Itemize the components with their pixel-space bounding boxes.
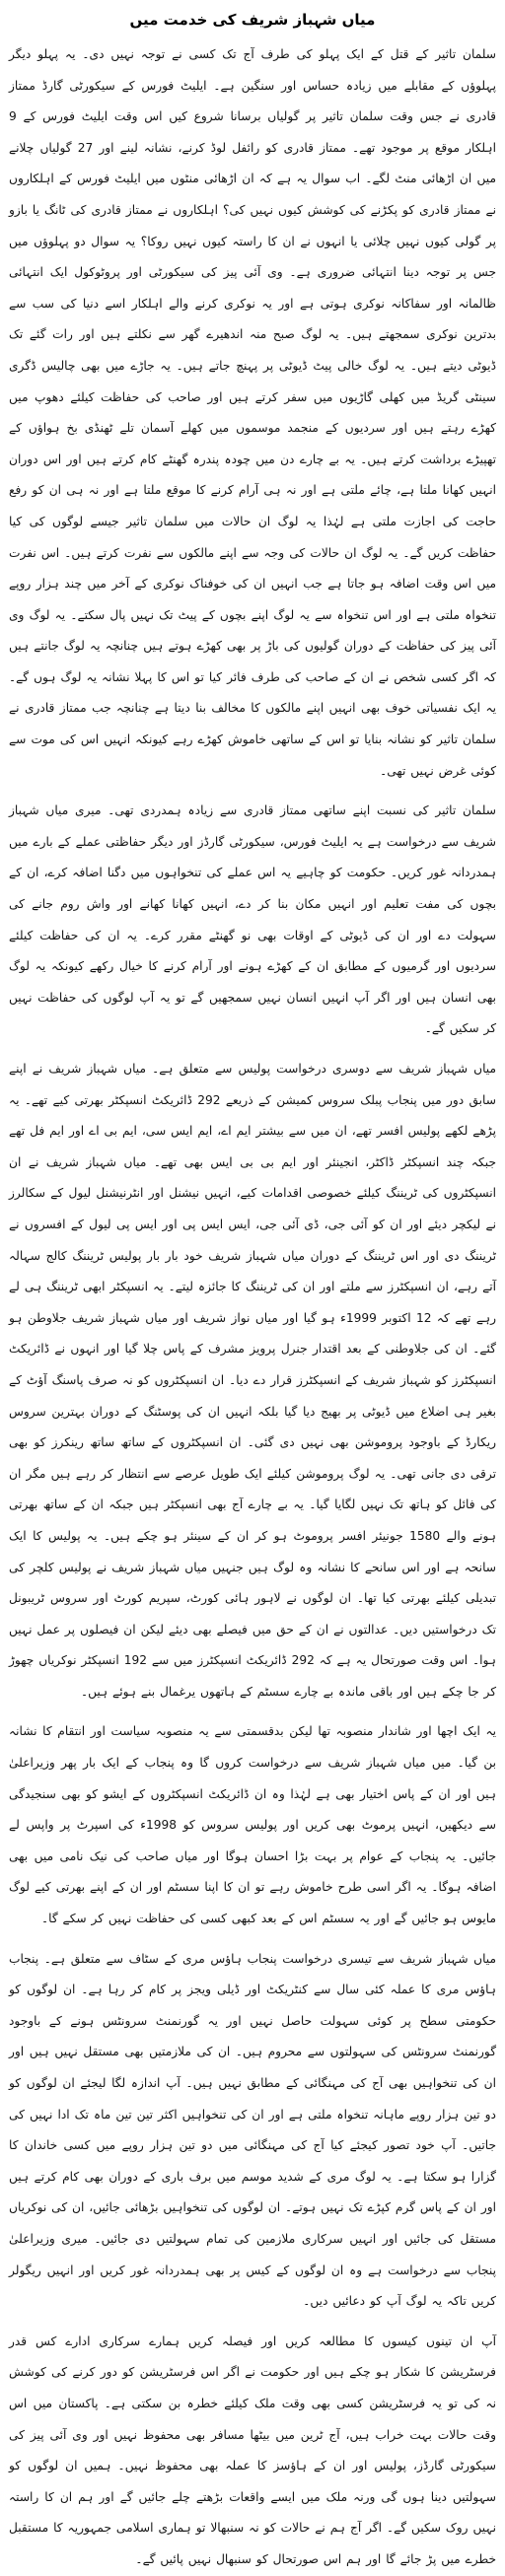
paragraph-4: یہ ایک اچھا اور شاندار منصوبہ تھا لیکن بدقسمتی سے یہ منصوبہ سیاست اور انتقام کا نشانہ بن گیا۔ میں میاں شہباز شریف سے درخواست کروں گا وہ پنجاب کے ایک بار پھر وزیراعلیٰ ہیں اور ان کے پاس اختیار بھی ہے لہٰذا وہ ان ڈائریکٹ انسپکٹروں کے ایشو کو بھی سنجیدگی سے دیکھیں، انہیں پرموٹ بھی کریں اور پولیس سروس کو 1998ء کی اسپرٹ پر واپس لے جائیں۔ یہ پنجاب کے عوام پر بہت بڑا احسان ہوگا اور میاں صاحب کی نیک نامی میں بھی اضافہ ہوگا۔ یہ اگر اسی طرح خاموش رہے تو ان کا اپنا سسٹم اور ان کے اپنے بھرتی کیے لوگ مایوس ہو جائیں گے اور یہ سسٹم اس کے بعد کبھی کسی کی حفاظت نہیں کر سکے گا۔ [9,1724,496,1926]
paragraph-2: سلمان تاثیر کی نسبت اپنے ساتھی ممتاز قادری سے زیادہ ہمدردی تھی۔ میری میاں شہباز شریف سے درخواست ہے یہ ایلیٹ فورس، سیکورٹی گارڈز اور دیگر حفاظتی عملے کے بارے میں ہمدردانہ غور کریں۔ حکومت کو چاہیے یہ اس عملے کی تنخواہوں میں دگنا اضافہ کرے، ان کے بچوں کی مفت تعلیم اور انہیں مکان بنا کر دے، انہیں کھانا کھانے اور واش روم جانے کی سہولت دے اور ان کی ڈیوٹی کے اوقات بھی نو گھنٹے مقرر کرے۔ یہ ان کی حفاظت کیلئے سردیوں اور گرمیوں کے مطابق ان کے کھڑے ہونے اور آرام کرنے کا خیال رکھے کیونکہ یہ لوگ بھی انسان ہیں اور اگر آپ انہیں انسان نہیں سمجھیں گے تو یہ آپ لوگوں کی حفاظت نہیں کر سکیں گے۔ [9,803,496,1036]
paragraph-3: میاں شہباز شریف سے دوسری درخواست پولیس سے متعلق ہے۔ میاں شہباز شریف نے اپنے سابق دور میں پنجاب پبلک سروس کمیشن کے ذریعے 292 ڈائریکٹ انسپکٹر بھرتی کیے تھے۔ یہ پڑھے لکھے پولیس افسر تھے، ان میں سے بیشتر ایم اے، ایم ایس سی، ایم بی اے اور ایم فل تھے جبکہ چند انسپکٹر ڈاکٹر، انجینئر اور ایم بی بی ایس بھی تھے۔ میاں شہباز شریف نے ان انسپکٹروں کی ٹریننگ کیلئے خصوصی اقدامات کیے، انہیں نیشنل اور انٹرنیشنل لیول کے سکالرز نے لیکچر دیئے اور ان کو آئی جی، ڈی آئی جی، ایس ایس پی اور ایس پی لیول کے افسروں نے ٹریننگ دی اور اس ٹریننگ کے دوران میاں شہباز شریف خود بار بار پولیس ٹریننگ کالج سہالہ آتے رہے، ان انسپکٹرز سے ملتے اور ان کی ٹریننگ کا جائزہ لیتے۔ یہ انسپکٹر ابھی ٹریننگ ہی لے رہے تھے کہ 12 اکتوبر 1999ء ہو گیا اور میاں نواز شریف اور میاں شہباز شریف جلاوطن ہو گئے۔ ان کی جلاوطنی کے بعد اقتدار جنرل پرویز مشرف کے پاس چلا گیا اور انہوں نے ڈائریکٹ انسپکٹرز کو شہباز شریف کے انسپکٹرز قرار دے دیا۔ ان انسپکٹروں کو نہ صرف پاسنگ آؤٹ کے بغیر ہی اضلاع میں ڈیوٹی پر بھیج دیا گیا بلکہ انہیں ان کی پوسٹنگ کے دوران بہترین سروس ریکارڈ کے باوجود پروموشن بھی نہیں دی گئی۔ ان انسپکٹروں کے ساتھ ساتھ رینکرز کو بھی ترقی دی جانی تھی۔ یہ لوگ پروموشن کیلئے ایک طویل عرصے سے انتظار کر رہے ہیں مگر ان کی فائل کو ہاتھ تک نہیں لگایا گیا۔ یہ بے چارے آج بھی انسپکٹر ہیں جبکہ ان کے ساتھ بھرتی ہونے والے 1580 جونیئر افسر پروموٹ ہو کر ان کے سینئر ہو چکے ہیں۔ یہ پولیس کا ایک سانحہ ہے اور اس سانحے کا نشانہ وہ لوگ ہیں جنہیں میاں شہباز شریف نے پولیس کلچر کی تبدیلی کیلئے بھرتی کیا تھا۔ ان لوگوں نے لاہور ہائی کورٹ، سپریم کورٹ اور سروس ٹریبونل تک درخواستیں دیں۔ عدالتوں نے ان کے حق میں فیصلے بھی دیئے لیکن ان فیصلوں پر عمل نہیں ہوا۔ اس وقت صورتحال یہ ہے کہ 292 ڈائریکٹ انسپکٹرز میں سے 192 انسپکٹر نوکریاں چھوڑ کر جا چکے ہیں اور باقی ماندہ بے چارے سسٹم کے ہاتھوں یرغمال بنے ہوئے ہیں۔ [9,1062,496,1699]
paragraph-6: آپ ان تینوں کیسوں کا مطالعہ کریں اور فیصلہ کریں ہمارے سرکاری ادارے کس قدر فرسٹریشن کا شکار ہو چکے ہیں اور حکومت نے اگر اس فرسٹریشن کو دور کرنے کی کوشش نہ کی تو یہ فرسٹریشن کسی بھی وقت ملک کیلئے خطرہ بن سکتی ہے۔ پاکستان میں اس وقت حالات بہت خراب ہیں، آج ٹرین میں بیٹھا مسافر بھی محفوظ نہیں اور وی آئی پیز کی سیکورٹی گارڈز، پولیس اور ان کے ہاؤسز کا عملہ بھی محفوظ نہیں۔ ہمیں ان لوگوں کو سہولتیں دینا ہوں گی ورنہ ملک میں ایسے واقعات بڑھتے چلے جائیں گے اور ہم ان کا راستہ نہیں روک سکیں گے۔ اگر آج ہم نے حالات کو نہ سنبھالا تو ہماری اسلامی جمہوریہ کا مستقبل خطرے میں پڑ جائے گا اور ہم اس صورتحال کو سنبھال نہیں پائیں گے۔ [9,2333,496,2566]
column-title: میاں شہباز شریف کی خدمت میں [129,11,376,29]
paragraph-5: میاں شہباز شریف سے تیسری درخواست پنجاب ہاؤس مری کے سٹاف سے متعلق ہے۔ پنجاب ہاؤس مری کا عملہ کئی سال سے کنٹریکٹ اور ڈیلی ویجز پر کام کر رہا ہے۔ ان لوگوں کو حکومتی سطح پر کوئی سہولت حاصل نہیں اور یہ گورنمنٹ سرونٹس ہونے کے باوجود گورنمنٹ سرونٹس کی سہولتوں سے محروم ہیں۔ ان کی ملازمتیں بھی مستقل نہیں ہیں اور ان کی تنخواہیں بھی آج کی مہنگائی کے مطابق نہیں ہیں۔ آپ اندازہ لگا لیجئے ان لوگوں کو دو تین ہزار روپے ماہانہ تنخواہ ملتی ہے اور ان کی تنخواہیں اکثر تین تین ماہ تک ادا نہیں کی جاتیں۔ آپ خود تصور کیجئے کیا آج کی مہنگائی میں دو تین ہزار روپے میں کسی خاندان کا گزارا ہو سکتا ہے۔ یہ لوگ مری کے شدید موسم میں برف باری کے دوران بھی کام کرتے ہیں اور ان کے پاس گرم کپڑے تک نہیں ہوتے۔ ان لوگوں کی تنخواہیں بڑھائی جائیں، ان کی نوکریاں مستقل کی جائیں اور انہیں سرکاری ملازمین کی تمام سہولتیں دی جائیں۔ میری وزیراعلیٰ پنجاب سے درخواست ہے وہ ان لوگوں کے کیس پر بھی ہمدردانہ غور کریں اور انہیں ریگولر کریں تاکہ یہ لوگ آپ کو دعائیں دیں۔ [9,1951,496,2309]
paragraph-1: سلمان تاثیر کے قتل کے ایک پہلو کی طرف آج تک کسی نے توجہ نہیں دی۔ یہ پہلو دیگر پہلوؤں کے مقابلے میں زیادہ حساس اور سنگین ہے۔ ایلیٹ فورس کے سیکورٹی گارڈ ممتاز قادری نے جس وقت سلمان تاثیر پر گولیاں برسانا شروع کیں اس وقت ایلیٹ فورس کے 9 اہلکار موقع پر موجود تھے۔ ممتاز قادری کو رائفل لوڈ کرنے، نشانہ لینے اور 27 گولیاں چلانے میں ان اڑھائی منٹ لگے۔ اب سوال یہ ہے کہ ان اڑھائی منٹوں میں ایلیٹ فورس کے اہلکاروں نے ممتاز قادری کو پکڑنے کی کوشش کیوں نہیں کی؟ اہلکاروں نے ممتاز قادری کی ٹانگ یا بازو پر گولی کیوں نہیں چلائی یا انہوں نے ان کا راستہ کیوں نہیں روکا؟ یہ سوال دو پہلوؤں میں جس پر توجہ دینا انتہائی ضروری ہے۔ وی آئی پیز کی سیکورٹی اور پروٹوکول ایک انتہائی ظالمانہ اور سفاکانہ نوکری ہوتی ہے اور یہ نوکری کرنے والے اہلکار اسے دنیا کی سب سے بدترین نوکری سمجھتے ہیں۔ یہ لوگ صبح منہ اندھیرے گھر سے نکلتے ہیں اور رات گئے تک ڈیوٹی دیتے ہیں۔ یہ لوگ خالی پیٹ ڈیوٹی پر پہنچ جاتے ہیں۔ یہ جاڑے میں بھی چالیس ڈگری سینٹی گریڈ میں کھلی گاڑیوں میں سفر کرتے ہیں اور صاحب کی حفاظت کیلئے دھوپ میں کھڑے رہتے ہیں اور سردیوں کے منجمد موسموں میں کھلے آسمان تلے ٹھنڈی بخ ہواؤں کے تھپیڑے برداشت کرتے ہیں۔ یہ بے چارے دن میں چودہ پندرہ گھنٹے کام کرتے ہیں اور اس دوران انہیں کھانا ملتا ہے، چائے ملتی ہے اور نہ ہی آرام کرنے کا موقع ملتا ہے اور نہ ہی ان کو رفع حاجت کی اجازت ملتی ہے لہٰذا یہ لوگ ان حالات میں سلمان تاثیر جیسے لوگوں کی کیا حفاظت کریں گے۔ یہ لوگ ان حالات کی وجہ سے اپنے مالکوں سے نفرت کرتے ہیں۔ اس نفرت میں اس وقت اضافہ ہو جاتا ہے جب انہیں ان کی خوفناک نوکری کے آخر میں چند ہزار روپے تنخواہ ملتی ہے اور اس تنخواہ سے یہ لوگ اپنے بچوں کے پیٹ تک نہیں پال سکتے۔ یہ لوگ وی آئی پیز کی حفاظت کے دوران گولیوں کی باڑ پر بھی کھڑے ہوتے ہیں چنانچہ یہ لوگ جانتے ہیں کہ اگر کسی شخص نے ان کے صاحب کی طرف فائر کیا تو اس کا پہلا نشانہ یہ لوگ ہوں گے۔ یہ ایک نفسیاتی خوف بھی انہیں اپنے مالکوں کا مخالف بنا دیتا ہے چنانچہ جب ممتاز قادری نے سلمان تاثیر کو نشانہ بنایا تو اس کے ساتھی خاموش کھڑے رہے کیونکہ انہیں اس کی موت سے کوئی غرض نہیں تھی۔ [9,47,496,778]
